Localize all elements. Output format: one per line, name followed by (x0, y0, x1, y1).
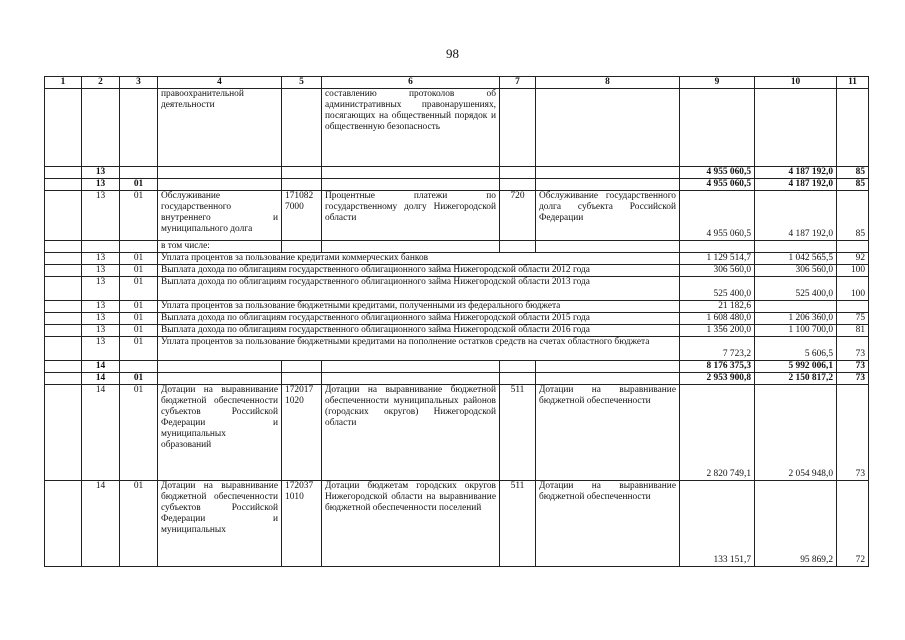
table-row (45, 277, 869, 301)
subsection-cell: 01 (120, 481, 158, 567)
table-cell (680, 241, 755, 253)
code-cell: 172017 1020 (282, 385, 322, 481)
percent-cell: 73 (837, 373, 869, 385)
header-cell: 4 (158, 77, 282, 89)
header-cell: 1 (45, 77, 82, 89)
subsection-cell: 01 (120, 313, 158, 325)
page-number: 98 (446, 46, 459, 61)
code-cell: 171082 7000 (282, 191, 322, 241)
amount-cell: 4 955 060,5 (680, 191, 755, 241)
table-cell (158, 179, 282, 191)
amount-cell: 1 206 360,0 (755, 313, 837, 325)
table-row (45, 337, 869, 361)
table-cell (120, 89, 158, 167)
table-cell (45, 313, 82, 325)
table-cell (536, 241, 680, 253)
section-cell: 13 (82, 167, 120, 179)
table-cell (500, 241, 536, 253)
subsection-cell: 01 (120, 325, 158, 337)
amount-cell: 1 356 200,0 (680, 325, 755, 337)
subsection-cell: 01 (120, 373, 158, 385)
expense-name-cell: Дотации на выравнивание бюджетной обеспеченности муниципальных районов (городских округов) Нижегородской области (322, 385, 500, 481)
subsection-cell: 01 (120, 337, 158, 361)
amount-cell: 95 869,2 (755, 481, 837, 567)
section-cell: 13 (82, 191, 120, 241)
table-cell (45, 337, 82, 361)
section-cell: 13 (82, 325, 120, 337)
table-cell (45, 253, 82, 265)
section-cell: 13 (82, 301, 120, 313)
item-name-cell: Выплата дохода по облигациям государственного облигационного займа Нижегородской области 2012 года (158, 265, 680, 277)
table-cell (45, 265, 82, 277)
table-cell (837, 89, 869, 167)
amount-cell: 21 182,6 (680, 301, 755, 313)
amount-cell: 4 187 192,0 (755, 191, 837, 241)
amount-cell: 4 187 192,0 (755, 179, 837, 191)
percent-cell: 85 (837, 167, 869, 179)
table-row (45, 361, 869, 373)
table-cell (755, 241, 837, 253)
subsection-cell: 01 (120, 265, 158, 277)
table-cell (45, 167, 82, 179)
table-cell (45, 241, 82, 253)
table-cell (158, 373, 282, 385)
code-cell: 172037 1010 (282, 481, 322, 567)
table-row (45, 385, 869, 481)
kind-cell: Дотации на выравнивание бюджетной обеспеченности (536, 481, 680, 567)
table-row (45, 167, 869, 179)
table-cell (536, 89, 680, 167)
header-cell: 7 (500, 77, 536, 89)
budget-table (44, 76, 869, 567)
table-cell (282, 241, 322, 253)
table-cell (45, 301, 82, 313)
amount-cell: 525 400,0 (680, 277, 755, 301)
table-row (45, 265, 869, 277)
table-cell (536, 179, 680, 191)
subsection-cell: 01 (120, 385, 158, 481)
expense-name-cell: Процентные платежи по государственному долгу Нижегородской области (322, 191, 500, 241)
table-cell (322, 361, 500, 373)
amount-cell: 306 560,0 (755, 265, 837, 277)
table-cell (536, 373, 680, 385)
amount-cell: 2 953 900,8 (680, 373, 755, 385)
table-cell (322, 241, 500, 253)
percent-cell: 75 (837, 313, 869, 325)
header-cell: 11 (837, 77, 869, 89)
percent-cell: 73 (837, 361, 869, 373)
table-cell (282, 361, 322, 373)
table-cell (45, 89, 82, 167)
table-row (45, 325, 869, 337)
header-cell: 2 (82, 77, 120, 89)
percent-cell: 72 (837, 481, 869, 567)
table-row (45, 313, 869, 325)
table-cell (755, 89, 837, 167)
amount-cell: 2 150 817,2 (755, 373, 837, 385)
table-row (45, 241, 869, 253)
table-cell (45, 385, 82, 481)
amount-cell: 4 955 060,5 (680, 167, 755, 179)
item-name-cell: Дотации на выравнивание бюджетной обеспеченности субъектов Российской Федерации и муниципальных (158, 481, 282, 567)
subsection-cell: 01 (120, 253, 158, 265)
table-cell (282, 89, 322, 167)
section-cell: 13 (82, 179, 120, 191)
item-name-cell: Уплата процентов за пользование бюджетными кредитами, полученными из федерального бюджета (158, 301, 680, 313)
subsection-cell: 01 (120, 277, 158, 301)
code-cell: 511 (500, 385, 536, 481)
table-cell (282, 167, 322, 179)
table-cell (120, 241, 158, 253)
header-cell: 8 (536, 77, 680, 89)
table-cell (45, 373, 82, 385)
header-cell: 3 (120, 77, 158, 89)
header-row (45, 77, 869, 89)
subsection-cell (120, 361, 158, 373)
amount-cell: 306 560,0 (680, 265, 755, 277)
item-name-cell: Обслуживание государственного внутреннего и муниципального долга (158, 191, 282, 241)
amount-cell: 133 151,7 (680, 481, 755, 567)
table-row (45, 373, 869, 385)
item-name-cell: Уплата процентов за пользование кредитами коммерческих банков (158, 253, 680, 265)
table-cell (45, 277, 82, 301)
amount-cell: 5 992 006,1 (755, 361, 837, 373)
item-name-cell: Выплата дохода по облигациям государственного облигационного займа Нижегородской области 2013 года (158, 277, 680, 301)
table-cell (82, 89, 120, 167)
amount-cell: 4 955 060,5 (680, 179, 755, 191)
kind-cell: Обслуживание государственного долга субъекта Российской Федерации (536, 191, 680, 241)
percent-cell (837, 301, 869, 313)
section-cell: 13 (82, 277, 120, 301)
table-row (45, 89, 869, 167)
amount-cell: 525 400,0 (755, 277, 837, 301)
percent-cell: 85 (837, 191, 869, 241)
section-cell: 13 (82, 253, 120, 265)
section-cell: 14 (82, 361, 120, 373)
table-cell (837, 241, 869, 253)
percent-cell: 100 (837, 265, 869, 277)
code-cell: 720 (500, 191, 536, 241)
table-row (45, 301, 869, 313)
section-cell: 13 (82, 337, 120, 361)
expense-name-cell: составлению протоколов об административных правонарушениях, посягающих на общественный порядок и общественную безопасность (322, 89, 500, 167)
percent-cell: 73 (837, 385, 869, 481)
amount-cell: 1 042 565,5 (755, 253, 837, 265)
amount-cell: 4 187 192,0 (755, 167, 837, 179)
amount-cell: 1 129 514,7 (680, 253, 755, 265)
table-cell (45, 481, 82, 567)
table-cell (500, 179, 536, 191)
percent-cell: 85 (837, 179, 869, 191)
header-cell: 5 (282, 77, 322, 89)
table-cell (322, 373, 500, 385)
expense-name-cell: Дотации бюджетам городских округов Нижегородской области на выравнивание бюджетной обеспеченности поселений (322, 481, 500, 567)
table-cell (500, 361, 536, 373)
amount-cell: 2 820 749,1 (680, 385, 755, 481)
table-cell (45, 325, 82, 337)
percent-cell: 73 (837, 337, 869, 361)
section-cell: 14 (82, 481, 120, 567)
item-name-cell: Выплата дохода по облигациям государственного облигационного займа Нижегородской области 2015 года (158, 313, 680, 325)
table-row (45, 481, 869, 567)
table-cell (282, 373, 322, 385)
table-row (45, 191, 869, 241)
amount-cell: 5 606,5 (755, 337, 837, 361)
amount-cell: 8 176 375,3 (680, 361, 755, 373)
percent-cell: 81 (837, 325, 869, 337)
section-cell: 14 (82, 385, 120, 481)
header-cell: 10 (755, 77, 837, 89)
section-cell: 14 (82, 373, 120, 385)
kind-cell: Дотации на выравнивание бюджетной обеспеченности (536, 385, 680, 481)
section-cell: 13 (82, 313, 120, 325)
table-cell (45, 361, 82, 373)
amount-cell: 7 723,2 (680, 337, 755, 361)
amount-cell: 2 054 948,0 (755, 385, 837, 481)
table-cell (158, 167, 282, 179)
subsection-cell: 01 (120, 191, 158, 241)
table-cell (322, 179, 500, 191)
section-cell: 13 (82, 265, 120, 277)
table-cell (45, 179, 82, 191)
table-cell (500, 373, 536, 385)
table-cell (82, 241, 120, 253)
percent-cell: 92 (837, 253, 869, 265)
table-cell (680, 89, 755, 167)
subsection-cell (120, 167, 158, 179)
item-name-cell: Уплата процентов за пользование бюджетными кредитами на пополнение остатков средств на счетах областного бюджета (158, 337, 680, 361)
table-cell (158, 361, 282, 373)
amount-cell (755, 301, 837, 313)
table-cell (536, 361, 680, 373)
table-cell (322, 167, 500, 179)
header-cell: 6 (322, 77, 500, 89)
item-name-cell: Выплата дохода по облигациям государственного облигационного займа Нижегородской области 2016 года (158, 325, 680, 337)
amount-cell: 1 100 700,0 (755, 325, 837, 337)
header-cell: 9 (680, 77, 755, 89)
table-cell (45, 191, 82, 241)
table-cell (500, 89, 536, 167)
table-row (45, 253, 869, 265)
item-name-cell: Дотации на выравнивание бюджетной обеспеченности субъектов Российской Федерации и муниципальных образований (158, 385, 282, 481)
item-name-cell: в том числе: (158, 241, 282, 253)
table-row (45, 179, 869, 191)
percent-cell: 100 (837, 277, 869, 301)
table-cell (536, 167, 680, 179)
subsection-cell: 01 (120, 301, 158, 313)
subsection-cell: 01 (120, 179, 158, 191)
code-cell: 511 (500, 481, 536, 567)
table-cell (282, 179, 322, 191)
amount-cell: 1 608 480,0 (680, 313, 755, 325)
item-name-cell: правоохранительной деятельности (158, 89, 282, 167)
table-cell (500, 167, 536, 179)
